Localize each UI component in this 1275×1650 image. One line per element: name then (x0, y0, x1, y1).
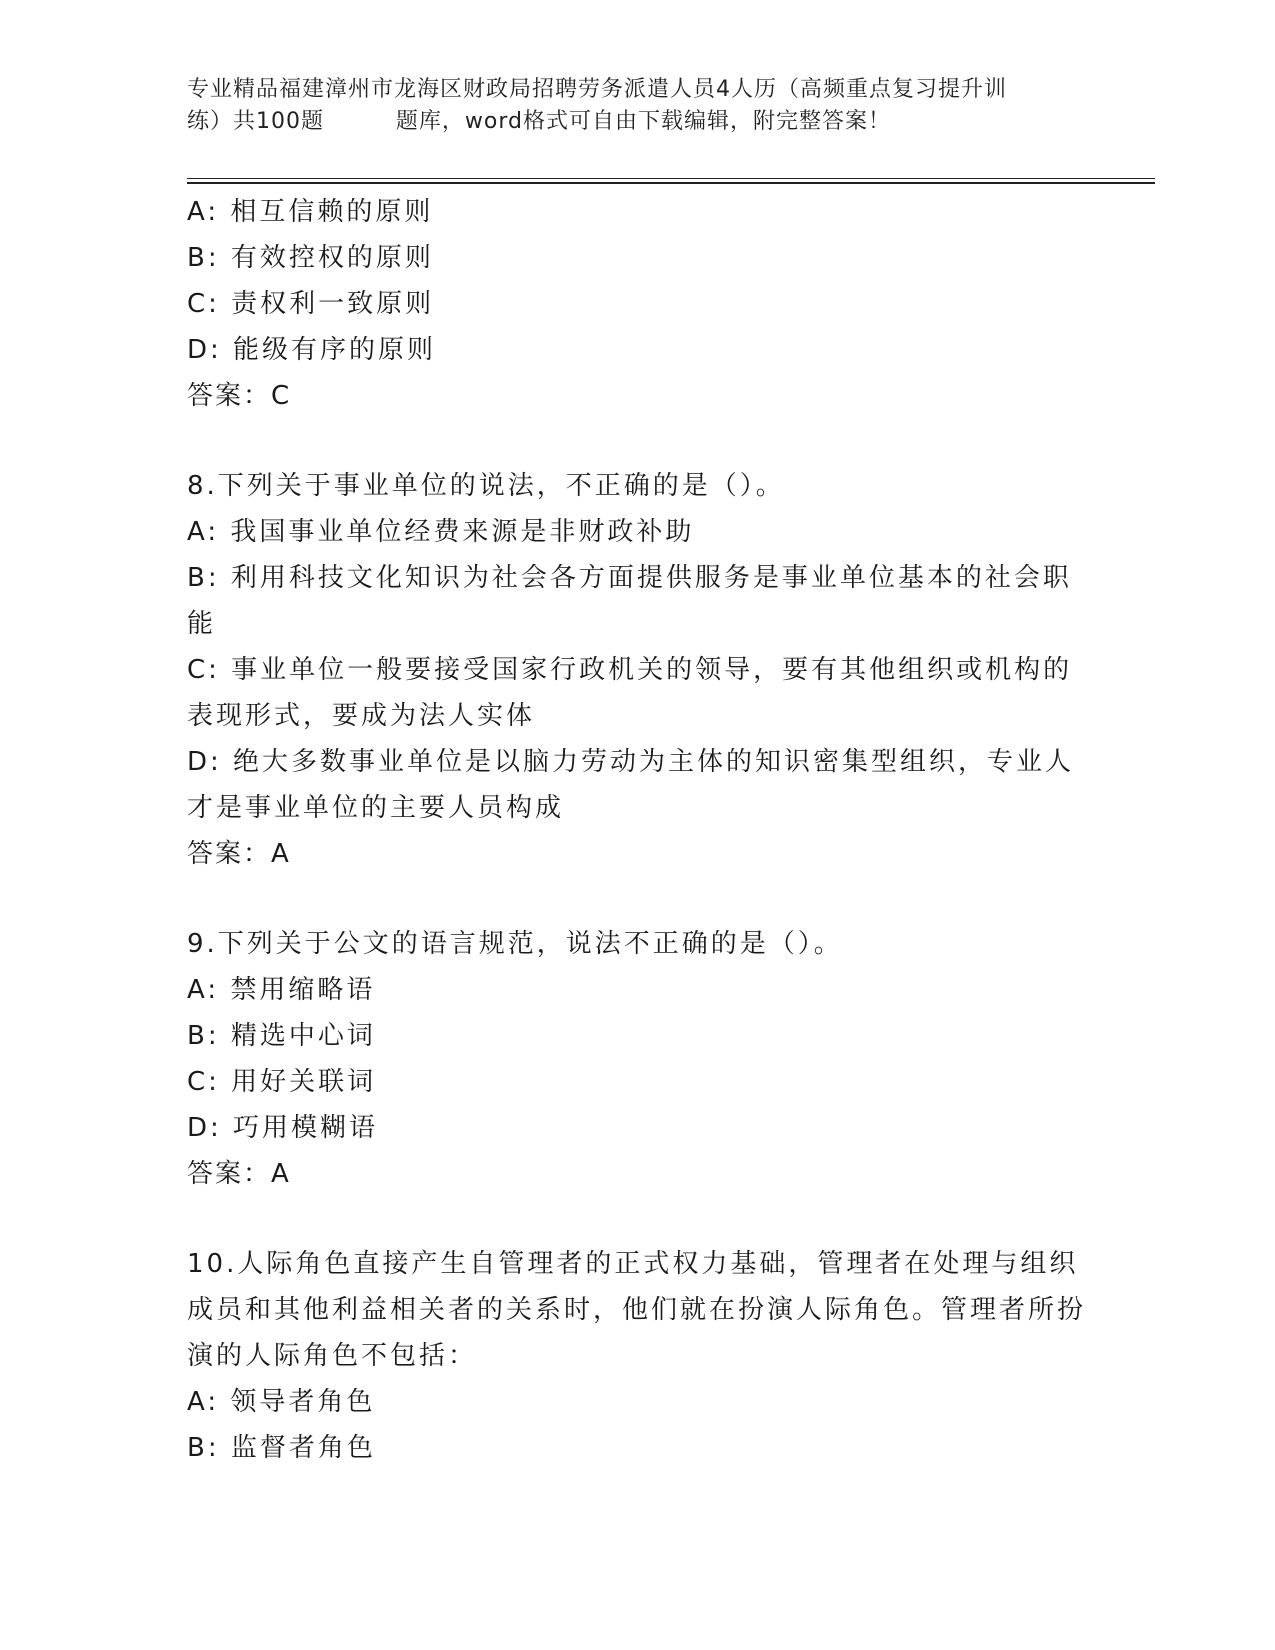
option-a: A: 相互信赖的原则 (187, 197, 434, 227)
question-text: 9.下列关于公文的语言规范，说法不正确的是（）。 (187, 929, 843, 959)
answer-line: 答案：C (187, 381, 292, 411)
option-c: C: 责权利一致原则 (187, 289, 435, 319)
previous-question-block (187, 189, 1087, 419)
option-a: A: 禁用缩略语 (187, 975, 376, 1005)
header-rule-thin (187, 178, 1155, 179)
spacer (187, 877, 1087, 921)
option-c: C: 用好关联词 (187, 1067, 377, 1097)
option-d: D: 巧用模糊语 (187, 1113, 379, 1143)
answer-line: 答案：A (187, 1159, 291, 1189)
spacer (187, 419, 1087, 463)
option-a: A: 领导者角色 (187, 1387, 376, 1417)
question-text: 8.下列关于事业单位的说法，不正确的是（）。 (187, 471, 785, 501)
option-b: B: 监督者角色 (187, 1433, 376, 1463)
question-content (187, 189, 1087, 1471)
option-a: A: 我国事业单位经费来源是非财政补助 (187, 517, 695, 547)
option-d: D: 能级有序的原则 (187, 335, 437, 365)
header-rule-thick (187, 182, 1155, 184)
option-b: B: 利用科技文化知识为社会各方面提供服务是事业单位基本的社会职能 (187, 563, 1072, 639)
spacer (187, 1197, 1087, 1241)
answer-line: 答案：A (187, 839, 291, 869)
question-block-10 (187, 1241, 1087, 1471)
header-line-1: 专业精品福建漳州市龙海区财政局招聘劳务派遣人员4人历（高频重点复习提升训 (187, 77, 1007, 102)
document-header (187, 74, 1087, 138)
option-c: C: 事业单位一般要接受国家行政机关的领导，要有其他组织或机构的表现形式，要成为法人实体 (187, 655, 1073, 731)
question-text: 10.人际角色直接产生自管理者的正式权力基础，管理者在处理与组织成员和其他利益相关者的关系时，他们就在扮演人际角色。管理者所扮演的人际角色不包括： (187, 1249, 1087, 1371)
option-b: B: 有效控权的原则 (187, 243, 434, 273)
option-d: D: 绝大多数事业单位是以脑力劳动为主体的知识密集型组织，专业人才是事业单位的主要人员构成 (187, 747, 1075, 823)
option-b: B: 精选中心词 (187, 1021, 376, 1051)
question-block-9 (187, 921, 1087, 1197)
header-line-2: 练）共100题 题库，word格式可自由下载编辑，附完整答案！ (187, 109, 892, 134)
question-block-8 (187, 463, 1087, 877)
